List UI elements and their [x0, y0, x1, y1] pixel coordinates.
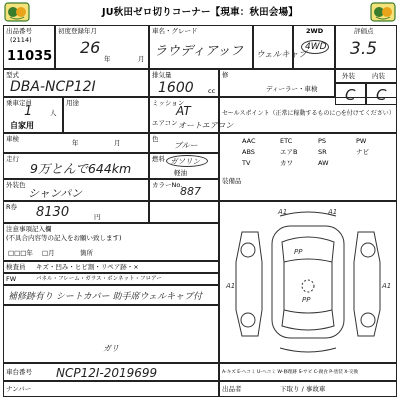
- color-label: 色: [152, 135, 159, 143]
- dealer-label: ディーラー・車検: [266, 85, 318, 93]
- diagram-mark-left: A1: [226, 282, 236, 290]
- legend-cell: [219, 363, 397, 381]
- equipment-cell: [219, 133, 397, 201]
- mileage-label: 走行: [6, 155, 19, 163]
- mission-cell: [149, 97, 234, 133]
- body-color-handwritten: シャンパン: [28, 187, 83, 200]
- year-suffix: 年: [104, 55, 111, 63]
- equipment-item: ナビ: [356, 148, 369, 156]
- fuel-label: 燃料: [152, 155, 165, 163]
- plate-cell: [3, 381, 219, 397]
- ext-int-label-cell: [335, 69, 397, 83]
- drive-cell: [293, 25, 335, 69]
- repair-flag: 修: [222, 71, 229, 79]
- inspection-month: 月: [114, 139, 121, 147]
- header-bar: [0, 0, 400, 24]
- displacement-unit: cc: [208, 87, 216, 95]
- first-reg-year: 26: [80, 38, 101, 57]
- recycle-cell: [3, 201, 149, 223]
- lot-number-cell: [3, 25, 55, 69]
- sales-point-label: セールスポイント（正常に稼動するものに○を付けてください）: [222, 110, 395, 117]
- vin-cell: [3, 363, 219, 381]
- equipment-item: エアB: [280, 148, 298, 156]
- seats-cell: [3, 97, 63, 133]
- first-reg-label: 初度登録年月: [58, 27, 97, 35]
- diagram-mark-front-right: A1: [328, 208, 338, 216]
- dealer-cell: [219, 69, 335, 97]
- diagram-mark-pp-2: PP: [302, 296, 311, 304]
- vin-handwritten: NCP12I-2019699: [56, 366, 158, 380]
- sales-point-cell: [219, 97, 397, 133]
- seats-handwritten: 1: [24, 104, 33, 119]
- model-cell: [3, 69, 149, 97]
- fuel-cell: [149, 153, 219, 179]
- diagram-mark-scratch: ガリ: [103, 344, 119, 353]
- mission-label: ミッション: [152, 99, 185, 107]
- auction-label: 出品者: [222, 385, 242, 393]
- ju-logo-icon: [4, 2, 30, 22]
- notes-location-label: 箇所: [80, 249, 93, 257]
- interior-grade-handwritten: C: [376, 86, 387, 104]
- displacement-handwritten: 1600: [158, 80, 194, 96]
- diagram-mark-front-left: A1: [278, 208, 288, 216]
- inspection-cell: [3, 133, 149, 153]
- lot-label: 出品番号: [6, 27, 32, 35]
- equipment-item: ETC: [280, 137, 293, 145]
- mileage-handwritten: 9万とんで644km: [30, 161, 132, 176]
- model-handwritten: DBA-NCP12I: [10, 79, 96, 95]
- first-registration-cell: [55, 25, 149, 69]
- model-label: 型式: [6, 71, 19, 79]
- score-label: 評価点: [354, 27, 374, 35]
- diagram-mark-right: A1: [382, 282, 392, 290]
- inspector-label: 検査員: [6, 263, 26, 271]
- damage-legend: A-キズ E-ヘコミ U-ヘコミ W-修理跡 S-サビ C-腐食 P-塗装 X-交換: [222, 370, 359, 375]
- body-color-cell: [3, 179, 149, 201]
- diagram-mark-pp-1: PP: [294, 248, 303, 256]
- lot-sub: (2114): [10, 36, 32, 44]
- ac-handwritten: オートエアコン: [178, 121, 234, 130]
- drive-handwritten: 4WD: [305, 42, 327, 52]
- equipment-item: ABS: [242, 148, 255, 156]
- inspection-label: 車検: [6, 135, 19, 143]
- displacement-label: 排気量: [152, 71, 172, 79]
- displacement-cell: [149, 69, 219, 97]
- equipment-item: SR: [318, 148, 327, 156]
- equipment-item: PS: [318, 137, 327, 145]
- seats-unit: 人: [50, 109, 57, 117]
- equipment-item: カワ: [280, 159, 293, 167]
- auction-note: 下取り / 事故車: [280, 385, 326, 393]
- equipment-item: PW: [356, 137, 367, 145]
- color-no-label: カラーNo.: [152, 181, 183, 189]
- notes-item-month: □月: [42, 249, 55, 257]
- header-title: JU秋田ゼロ切りコーナー【現車：秋田会場】: [102, 7, 298, 18]
- body-color-label: 外装色: [6, 181, 26, 189]
- mission-handwritten: AT: [176, 104, 191, 118]
- inspection-handwritten-note: 補修跡有り シートカバー 助手席ウェルキャブ付: [8, 292, 203, 302]
- drive-label: 2WD: [306, 27, 324, 35]
- blank-notes-area: [3, 305, 219, 363]
- color-handwritten: ブルー: [174, 141, 198, 150]
- car-diagram-cell: [219, 201, 397, 363]
- fw-label: FW: [6, 275, 17, 283]
- ac-label: エアコン: [152, 119, 178, 127]
- inspection-row-2: [3, 273, 219, 285]
- equipment-item: AW: [318, 159, 329, 167]
- lot-number: 11035: [7, 49, 53, 64]
- color-no-handwritten: 887: [180, 185, 201, 198]
- inspection-year: 年: [72, 139, 79, 147]
- fuel-handwritten: ガソリン: [170, 157, 200, 166]
- car-name-label: 車名・グレード: [152, 27, 198, 35]
- use-label: 用途: [66, 99, 79, 107]
- use-cell: [63, 97, 149, 133]
- recycle-unit: 円: [94, 213, 101, 221]
- grade-handwritten: ウェルキャブ: [256, 50, 307, 60]
- equipment-item: AAC: [242, 137, 256, 145]
- exterior-label: 外装: [342, 72, 355, 80]
- replace-items: パネル・フレーム・ガラス・ボンネット・フロアー: [36, 276, 162, 282]
- vin-label: 車台番号: [6, 368, 32, 376]
- damage-items: キズ・凹み・ヒビ割・リペア跡・×: [36, 263, 139, 271]
- car-name-cell: [149, 25, 253, 69]
- recycle-label: R券: [6, 203, 18, 211]
- notes-cell: [3, 223, 219, 261]
- auction-sheet: [3, 25, 397, 397]
- equipment-item: TV: [242, 159, 251, 167]
- fuel-light-option: 軽油: [174, 169, 187, 177]
- recycle-handwritten: 8130: [36, 205, 70, 220]
- inspection-row-1: [3, 261, 219, 273]
- interior-label: 内装: [372, 72, 385, 80]
- grade-cell: [253, 25, 307, 69]
- score-cell: [335, 25, 397, 69]
- car-diagram: [220, 202, 396, 362]
- notes-sub: (不具合内容等の記入をお願い致します): [6, 234, 122, 242]
- inspection-handwritten-row: [3, 285, 219, 305]
- exterior-grade-handwritten: C: [345, 86, 356, 104]
- month-suffix: 月: [138, 55, 145, 63]
- mileage-cell: [3, 153, 149, 179]
- notes-item-year: □□□年: [8, 249, 33, 257]
- recycle-extra-cell: [149, 201, 219, 223]
- color-no-cell: [149, 179, 219, 201]
- seats-label: 乗車定員: [6, 99, 32, 107]
- color-cell: [149, 133, 219, 153]
- auction-cell: [219, 381, 397, 397]
- equipment-label: 装備品: [222, 177, 242, 185]
- car-name-handwritten: ラウディアッフ: [154, 44, 244, 59]
- use-value: 自家用: [10, 121, 34, 130]
- score-handwritten: 3.5: [350, 39, 378, 59]
- notes-label: 注意事項記入欄: [6, 225, 52, 233]
- plate-label: ナンバー: [6, 385, 32, 393]
- ju-logo-icon: [370, 2, 396, 22]
